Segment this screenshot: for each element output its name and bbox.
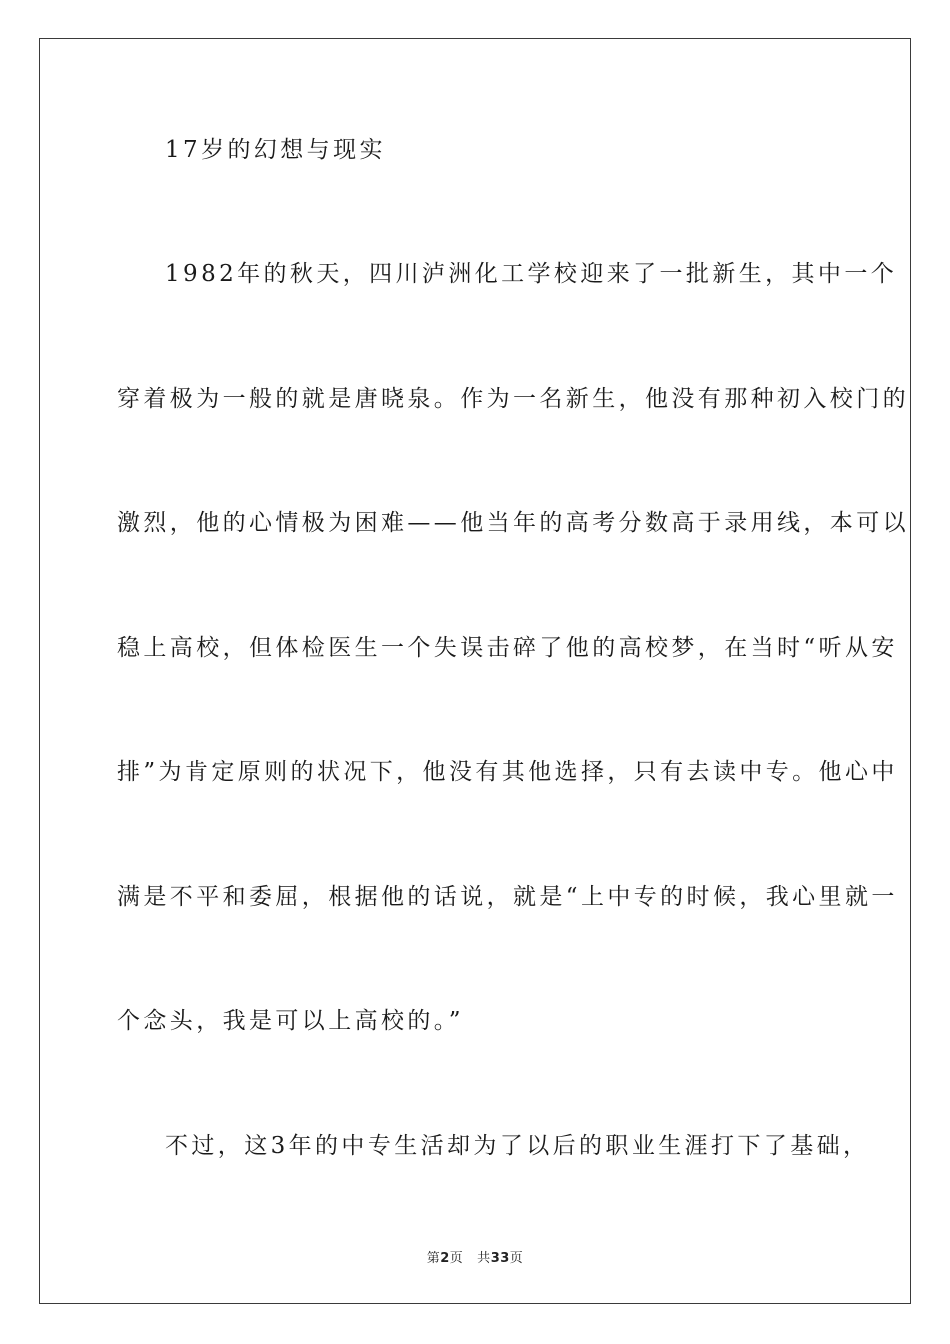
footer-total-pages: 33 <box>490 1251 510 1266</box>
paragraph-line: 穿着极为一般的就是唐晓泉。作为一名新生，他没有那种初入校门的 <box>117 386 909 412</box>
footer-page-prefix: 第 <box>426 1251 441 1266</box>
document-title: 17岁的幻想与现实 <box>165 137 386 163</box>
paragraph-line: 满是不平和委屈，根据他的话说，就是“上中专的时候，我心里就一 <box>117 884 898 910</box>
footer-page-suffix: 页 <box>449 1251 464 1266</box>
footer-page-number: 2 <box>440 1251 450 1266</box>
footer-total-suffix: 页 <box>509 1251 524 1266</box>
paragraph-line: 激烈，他的心情极为困难——他当年的高考分数高于录用线，本可以 <box>117 510 909 536</box>
paragraph-line: 个念头，我是可以上高校的。” <box>117 1008 464 1034</box>
paragraph-line: 1982年的秋天，四川泸洲化工学校迎来了一批新生，其中一个 <box>165 261 898 287</box>
paragraph-line: 排”为肯定原则的状况下，他没有其他选择，只有去读中专。他心中 <box>117 759 898 785</box>
footer-total-prefix: 共 <box>477 1251 491 1266</box>
page-footer <box>0 1247 950 1266</box>
paragraph-line: 不过，这3年的中专生活却为了以后的职业生涯打下了基础， <box>165 1133 870 1159</box>
paragraph-line: 稳上高校，但体检医生一个失误击碎了他的高校梦，在当时“听从安 <box>117 635 898 661</box>
page-border <box>39 38 911 1304</box>
